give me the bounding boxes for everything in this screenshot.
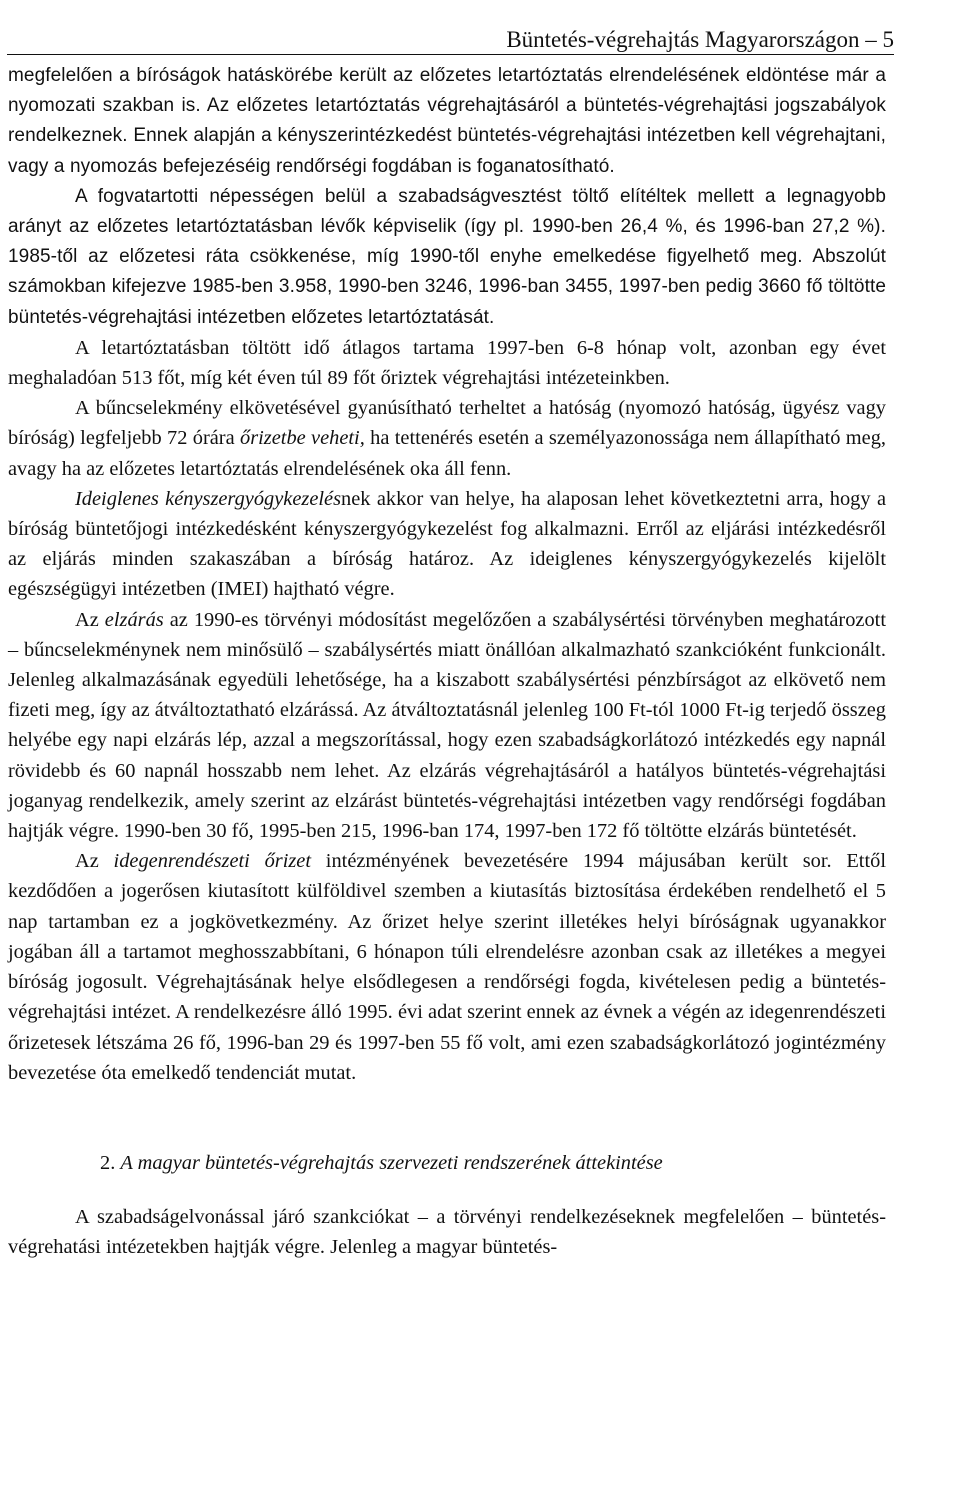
paragraph-3: A letartóztatásban töltött idő átlagos tartama 1997-ben 6-8 hónap volt, azonban egy évet meghaladóan 513 főt, míg két éven túl 89 főt őriztek végrehajtási intézeteinkben.	[8, 336, 886, 390]
paragraph-1: megfelelően a bíróságok hatáskörébe került az előzetes letartóztatás elrendelésének eldöntése már a nyomozati szakban is. Az előzetes letartóztatás végrehajtásáról a büntetés-végrehajtási jogszabályok rendelkeznek. Ennek alapján a kényszerintézkedést büntetés-végrehajtási intézetben kell végrehajtani, vagy a nyomozás befejezéséig rendőrségi fogdában is foganatosítható.	[8, 65, 886, 177]
section-number: 2.	[100, 1151, 116, 1174]
paragraph-4-text-a: A bűncselekmény elkövetésével gyanúsítható terheltet a hatóság (nyomozó hatóság, ügyész vagy bíróság) legfeljebb 72 órára	[8, 397, 886, 450]
running-title: Büntetés-végrehajtás Magyarországon – 5	[506, 27, 894, 52]
paragraph-2: A fogvatartotti népességen belül a szabadságvesztést töltő elítéltek mellett a legnagyobb arányt az előzetes letartóztatásban lévők képviselik (így pl. 1990-ben 26,4 %, és 1996-ban 27,2 %). 1985-től az előzetesi ráta csökkenése, míg 1990-től enyhe emelkedése figyelhető meg. Abszolút számokban kifejezve 1985-ben 3.958, 1990-ben 3246, 1996-ban 3455, 1997-ben pedig 3660 fő töltötte büntetés-végrehajtási intézetben előzetes letartóztatását.	[8, 185, 886, 328]
section-heading	[8, 1148, 886, 1178]
paragraph-5	[8, 484, 886, 605]
paragraph-6-text-b: az 1990-es törvényi módosítást megelőzően a szabálysértési törvényben meghatározott – bűncselekménynek nem minősülő – szabálysértés miatt önállóan alkalmazható szankcióként funkcionált. Jelenleg alkalmazásának egyedüli lehetősége, ha a kiszabott szabálysértési pénzbírságot az elkövető nem fizeti meg, így az átváltoztatható elzárássá. Az átváltoztatásnál jelenleg 100 Ft-tól 1000 Ft-ig terjedő összeg helyébe egy napi elzárás lép, azzal a megszorítással, hogy ezen szabadságkorlátozó intézkedés egy napnál rövidebb és 60 napnál hosszabb nem lehet. Az elzárás végrehajtásáról a hatályos büntetés-végrehajtási joganyag rendelkezik, amely szerint az elzárást büntetés-végrehajtási intézetben vagy rendőrségi fogdában hajtják végre. 1990-ben 30 fő, 1995-ben 215, 1996-ban 174, 1997-ben 172 fő töltötte elzárás büntetését.	[8, 608, 886, 843]
paragraph-7-text-b: intézményének bevezetésére 1994 májusában került sor. Ettől kezdődően a jogerősen kiutasított külföldivel szemben a kiutasítás biztosítása érdekében rendelhető el 5 nap tartamban ez a jogkövetkezmény. Az őrizet helye szerint illetékes helyi bíróságnak ugyanakkor jogában áll a tartamot meghosszabbítani, 6 hónapon túli elrendelésre azonban csak az illetékes a megyei bíróság jogosult. Végrehajtásának helye elsődlegesen a rendőrségi fogda, kivételesen pedig a büntetés-végrehajtási intézet. A rendelkezésre álló 1995. évi adat szerint ennek az évnek a végén az idegenrendészeti őrizetesek létszáma 26 fő, 1996-ban 29 és 1997-ben 55 fő volt, ami ezen szabadságkorlátozó jogintézmény bevezetése óta emelkedő tendenciát mutat.	[8, 850, 886, 1084]
section-title: A magyar büntetés-végrehajtás szervezeti rendszerének áttekintése	[120, 1151, 663, 1174]
body-text	[8, 61, 886, 1263]
paragraph-6	[8, 605, 886, 847]
paragraph-6-text-a: Az	[75, 608, 105, 631]
paragraph-6-emphasis: elzárás	[104, 608, 164, 631]
running-header	[7, 24, 894, 55]
paragraph-7-text-a: Az	[75, 850, 114, 873]
paragraph-8: A szabadságelvonással járó szankciókat – a törvényi rendelkezéseknek megfelelően – büntetés-végrehatási intézetekben hajtják végre. Jelenleg a magyar büntetés-	[8, 1206, 886, 1259]
paragraph-5-emphasis: Ideiglenes kényszergyógykezelés	[75, 487, 342, 510]
paragraph-7-emphasis: idegenrendészeti őrizet	[113, 850, 312, 873]
paragraph-7	[8, 846, 886, 1088]
paragraph-4-text-b: ha tettenérés esetén a személyazonossága nem állapítható meg, avagy ha az előzetes letartóztatás elrendelésének oka áll fenn.	[8, 427, 886, 480]
paragraph-4-emphasis: őrizetbe veheti,	[240, 427, 365, 450]
paragraph-4	[8, 393, 886, 484]
paragraph-5-text: nek akkor van helye, ha alaposan lehet következtetni arra, hogy a bíróság büntetőjogi intézkedésként kényszergyógykezelést fog alkalmazni. Erről az eljárási intézkedésről az eljárás minden szakaszában a bíróság határoz. Az ideiglenes kényszergyógykezelés kijelölt egészségügyi intézetben (IMEI) hajtható végre.	[8, 487, 887, 601]
